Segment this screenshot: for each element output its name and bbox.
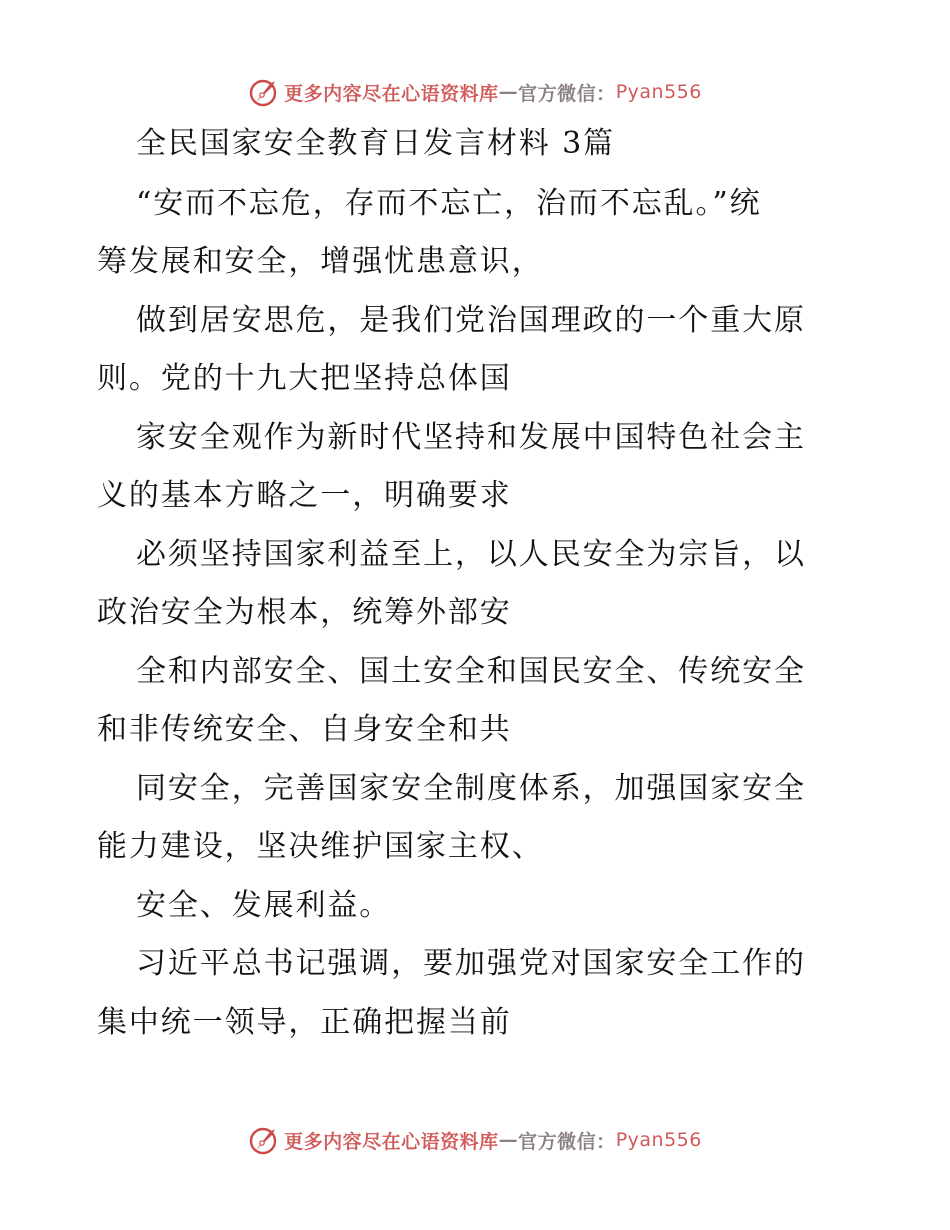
document-line-6: 义的基本方略之一，明确要求 — [97, 478, 512, 513]
banner-separator: — — [498, 1129, 519, 1151]
document-line-7: 必须坚持国家利益至上，以人民安全为宗旨，以 — [136, 537, 806, 572]
document-line-10: 和非传统安全、自身安全和共 — [97, 712, 512, 747]
banner-account-id: Pyan556 — [615, 1129, 702, 1151]
document-line-8: 政治安全为根本，统筹外部安 — [97, 595, 512, 630]
document-line-2: 筹发展和安全，增强忧患意识， — [97, 244, 544, 279]
document-line-14: 习近平总书记强调，要加强党对国家安全工作的 — [136, 946, 806, 981]
banner-account-label: 官方微信： — [518, 82, 616, 105]
header-banner — [0, 72, 950, 112]
document-title: 全民国家安全教育日发言材料 3篇 — [136, 126, 616, 161]
quill-pen-logo-icon — [248, 1124, 280, 1156]
banner-separator: — — [498, 81, 519, 103]
document-line-12: 能力建设，坚决维护国家主权、 — [97, 829, 544, 864]
document-line-5: 家安全观作为新时代坚持和发展中国特色社会主 — [136, 420, 806, 455]
banner-account-id: Pyan556 — [615, 81, 702, 103]
document-line-11: 同安全，完善国家安全制度体系，加强国家安全 — [136, 771, 806, 806]
document-line-9: 全和内部安全、国土安全和国民安全、传统安全 — [136, 654, 806, 689]
document-line-1: “安而不忘危，存而不忘亡，治而不忘乱。”统 — [136, 186, 762, 221]
footer-banner — [0, 1120, 950, 1160]
banner-brand-text: 更多内容尽在心语资料库 — [284, 1130, 499, 1153]
banner-brand-text: 更多内容尽在心语资料库 — [284, 82, 499, 105]
document-line-4: 则。党的十九大把坚持总体国 — [97, 361, 512, 396]
banner-account-label: 官方微信： — [518, 1130, 616, 1153]
quill-pen-logo-icon — [248, 76, 280, 108]
document-line-3: 做到居安思危，是我们党治国理政的一个重大原 — [136, 303, 806, 338]
document-line-15: 集中统一领导，正确把握当前 — [97, 1005, 512, 1040]
document-line-13: 安全、发展利益。 — [136, 888, 392, 923]
